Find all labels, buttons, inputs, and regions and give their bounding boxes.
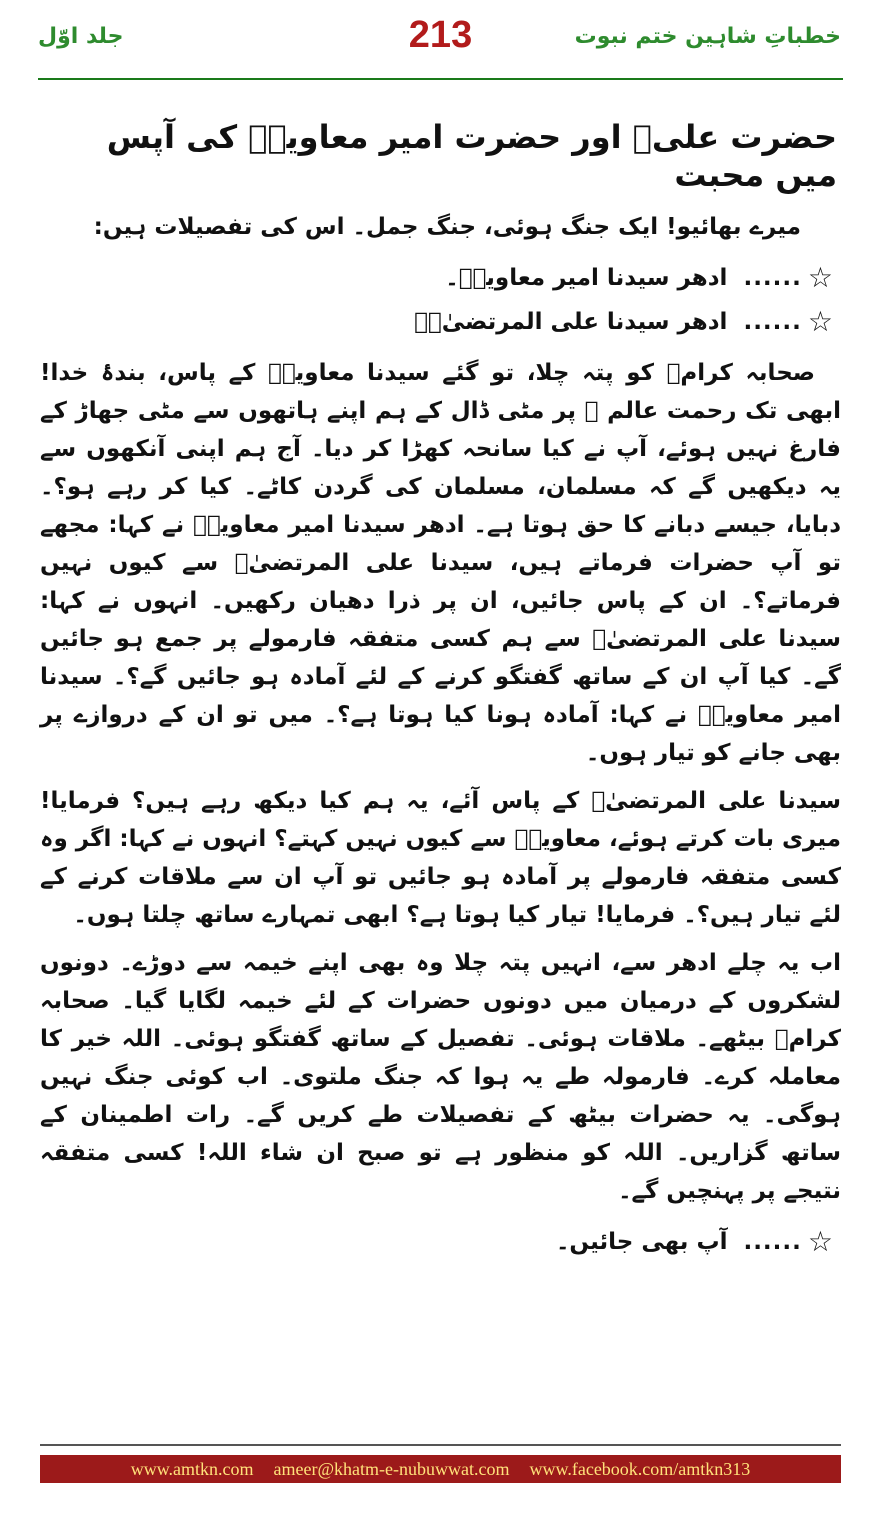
intro-paragraph: میرے بھائیو! ایک جنگ ہوئی، جنگ جمل۔ اس کی تفصیلات ہیں:: [93, 214, 801, 240]
footer-rule: [40, 1444, 841, 1446]
bullet-text: ادھر سیدنا امیر معاویہؓ۔: [445, 265, 728, 291]
page-content: [40, 118, 841, 1264]
page-number: 213: [408, 14, 473, 56]
bullet-dots: ......: [743, 309, 802, 335]
page-header: [30, 10, 851, 70]
footer-website-link[interactable]: www.amtkn.com: [130, 1458, 254, 1479]
page-footer: [40, 1455, 841, 1483]
bullet-item: [40, 300, 841, 344]
section-title: حضرت علیؓ اور حضرت امیر معاویہؓ کی آپس میں محبت: [106, 118, 837, 194]
bullet-text: ادھر سیدنا علی المرتضیٰؓ۔: [414, 309, 728, 335]
footer-facebook-link[interactable]: www.facebook.com/amtkn313: [529, 1458, 751, 1479]
star-icon: ☆: [807, 1225, 833, 1258]
book-title: خطباتِ شاہین ختم نبوت: [574, 24, 841, 49]
star-icon: ☆: [807, 305, 833, 338]
paragraph: صحابہ کرامؓ کو پتہ چلا، تو گئے سیدنا معاویہؓ کے پاس، بندۂ خدا! ابھی تک رحمت عالم ﷺ پر مٹی ڈال کے ہم اپنے ہاتھوں سے مٹی جھاڑ کے فارغ نہیں ہوئے، آپ نے کیا سانحہ کھڑا کر دیا۔ آج ہم اپنی آنکھوں سے یہ دیکھیں گے کہ مسلمان، مسلمان کی گردن کاٹے۔ کیا کر رہے ہو؟۔ دبایا، جیسے دبانے کا حق ہوتا ہے۔ ادھر سیدنا امیر معاویہؓ نے کہا: مجھے تو آپ حضرات فرماتے ہیں، سیدنا علی المرتضیٰؓ سے کیوں نہیں فرماتے؟۔ ان کے پاس جائیں، ان پر ذرا دھیان رکھیں۔ انہوں نے کہا: سیدنا علی المرتضیٰؓ سے ہم کسی متفقہ فارمولے پر جمع ہو جائیں گے۔ کیا آپ ان کے ساتھ گفتگو کرنے کے لئے آمادہ ہو جائیں گے؟۔ سیدنا امیر معاویہؓ نے کہا: آمادہ ہونا کیا ہوتا ہے؟۔ میں تو ان کے دروازے پر بھی جانے کو تیار ہوں۔: [40, 360, 841, 766]
footer-email-link[interactable]: ameer@khatm-e-nubuwwat.com: [273, 1458, 510, 1479]
paragraph: اب یہ چلے ادھر سے، انہیں پتہ چلا وہ بھی اپنے خیمہ سے دوڑے۔ دونوں لشکروں کے درمیان میں دونوں حضرات کے لئے خیمہ لگایا گیا۔ صحابہ کرامؓ بیٹھے۔ ملاقات ہوئی۔ تفصیل کے ساتھ گفتگو ہوئی۔ اللہ خیر کا معاملہ کرے۔ فارمولہ طے یہ ہوا کہ جنگ ملتوی۔ اب کوئی جنگ نہیں ہوگی۔ یہ حضرات بیٹھ کے تفصیلات طے کریں گے۔ رات اطمینان کے ساتھ گزاریں۔ اللہ کو منظور ہے تو صبح ان شاء اللہ! کسی متفقہ نتیجے پر پہنچیں گے۔: [40, 950, 841, 1204]
volume-label: جلد اوّل: [38, 24, 124, 49]
bullet-text: آپ بھی جائیں۔: [555, 1229, 728, 1255]
bullet-dots: ......: [743, 265, 802, 291]
star-icon: ☆: [807, 261, 833, 294]
header-rule: [38, 78, 843, 80]
paragraph: سیدنا علی المرتضیٰؓ کے پاس آئے، یہ ہم کیا دیکھ رہے ہیں؟ فرمایا! میری بات کرتے ہوئے، معاویہؓ سے کیوں نہیں کہتے؟ انہوں نے کہا: اگر وہ کسی متفقہ فارمولے پر آمادہ ہو جائیں تو آپ ان سے ملاقات کرنے کے لئے تیار ہیں؟۔ فرمایا! تیار کیا ہوتا ہے؟ ابھی تمہارے ساتھ چلتا ہوں۔: [40, 788, 841, 928]
closing-bullet: [40, 1220, 841, 1264]
bullet-item: [40, 256, 841, 300]
bullet-dots: ......: [743, 1229, 802, 1255]
